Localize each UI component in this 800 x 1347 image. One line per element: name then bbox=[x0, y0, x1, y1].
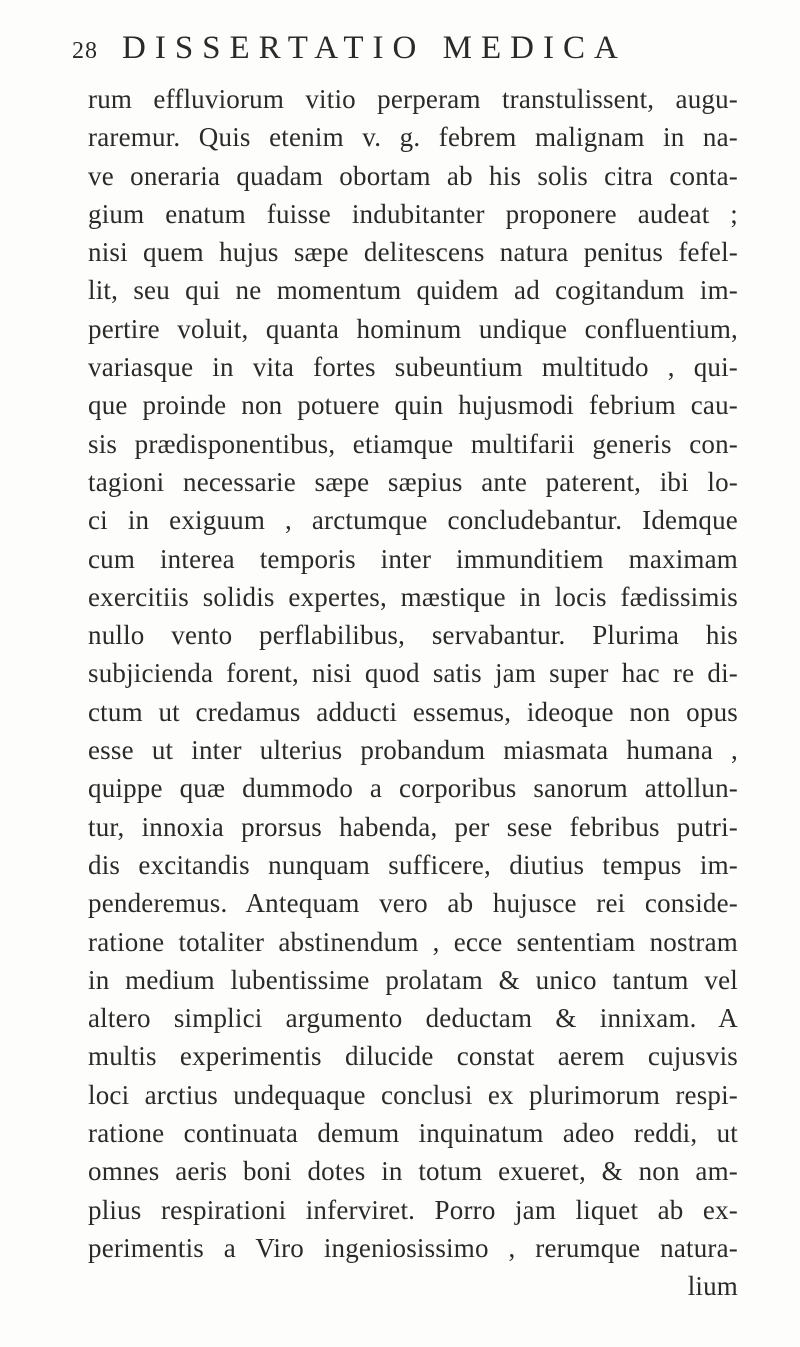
text-line: sis prædisponentibus, etiamque multifarii generis con- bbox=[88, 428, 738, 459]
text-line: ratione continuata demum inquinatum adeo reddi, ut bbox=[88, 1118, 738, 1149]
text-line: ctum ut credamus adducti essemus, ideoque non opus bbox=[88, 696, 738, 727]
text-line: tur, innoxia prorsus habenda, per sese febribus putri- bbox=[88, 811, 738, 842]
body-text bbox=[88, 80, 738, 1306]
text-line: perimentis a Viro ingeniosissimo , rerumque natura- bbox=[88, 1232, 738, 1263]
text-line: pertire voluit, quanta hominum undique confluentium, bbox=[88, 313, 738, 344]
text-line: ci in exiguum , arctumque concludebantur. Idemque bbox=[88, 505, 738, 536]
text-line: quippe quæ dummodo a corporibus sanorum attollun- bbox=[88, 773, 738, 804]
text-line: multis experimentis dilucide constat aerem cujusvis bbox=[88, 1041, 738, 1072]
text-line: rum effluviorum vitio perperam transtulissent, augu- bbox=[88, 84, 738, 114]
text-line: gium enatum fuisse indubitanter proponere audeat ; bbox=[88, 198, 738, 229]
text-line: plius respirationi inferviret. Porro jam liquet ab ex- bbox=[88, 1194, 738, 1225]
text-line: esse ut inter ulterius probandum miasmata humana , bbox=[88, 735, 738, 766]
text-line: ratione totaliter abstinendum , ecce sententiam nostram bbox=[88, 926, 738, 957]
text-line: dis excitandis nunquam sufficere, diutius tempus im- bbox=[88, 849, 738, 880]
text-line: variasque in vita fortes subeuntium multitudo , qui- bbox=[88, 352, 738, 383]
running-head: DISSERTATIO MEDICA bbox=[122, 30, 627, 66]
text-line: ve oneraria quadam obortam ab his solis citra conta- bbox=[88, 160, 738, 191]
text-line: exercitiis solidis expertes, mæstique in locis fædissimis bbox=[88, 581, 738, 612]
text-line: tagioni necessarie sæpe sæpius ante paterent, ibi lo- bbox=[88, 466, 738, 497]
text-line: loci arctius undequaque conclusi ex plurimorum respi- bbox=[88, 1079, 738, 1110]
text-line: nullo vento perflabilibus, servabantur. Plurima his bbox=[88, 620, 738, 651]
text-line: raremur. Quis etenim v. g. febrem malignam in na- bbox=[88, 122, 738, 153]
text-line: altero simplici argumento deductam & innixam. A bbox=[88, 1003, 738, 1034]
catchword: lium bbox=[687, 1271, 738, 1302]
text-line: penderemus. Antequam vero ab hujusce rei conside- bbox=[88, 888, 738, 919]
page-header bbox=[72, 30, 732, 70]
text-line: omnes aeris boni dotes in totum exueret, & non am- bbox=[88, 1156, 738, 1187]
text-line: lit, seu qui ne momentum quidem ad cogitandum im- bbox=[88, 275, 738, 306]
text-line: nisi quem hujus sæpe delitescens natura penitus fefel- bbox=[88, 237, 738, 268]
page-number: 28 bbox=[72, 38, 98, 64]
text-line: in medium lubentissime prolatam & unico tantum vel bbox=[88, 964, 738, 995]
text-line: cum interea temporis inter immunditiem maximam bbox=[88, 543, 738, 574]
text-line: que proinde non potuere quin hujusmodi febrium cau- bbox=[88, 390, 738, 421]
text-line: subjicienda forent, nisi quod satis jam super hac re di- bbox=[88, 658, 738, 689]
